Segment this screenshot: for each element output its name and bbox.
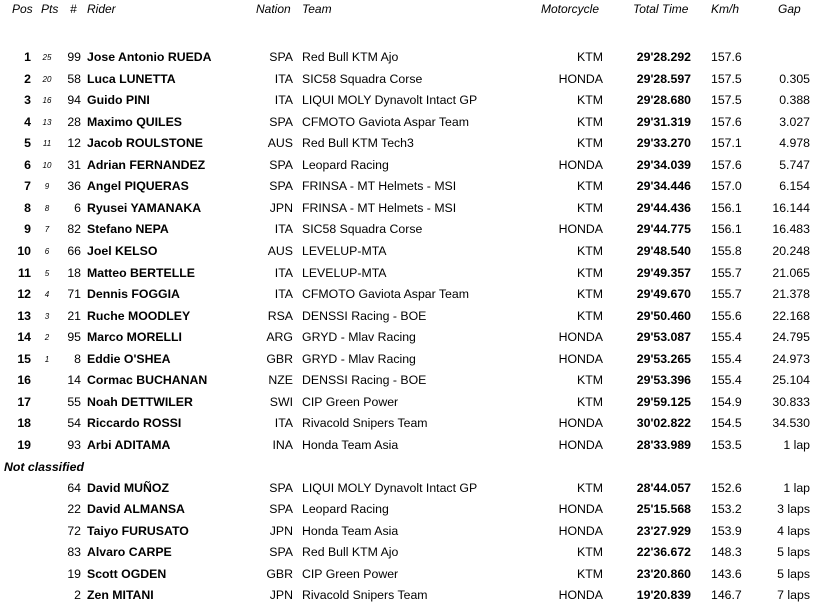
table-row xyxy=(0,564,815,585)
row-gap: 0.388 xyxy=(779,93,810,108)
row-rider-name: Noah DETTWILER xyxy=(87,394,193,409)
row-points: 3 xyxy=(44,311,50,321)
row-total-time: 29'28.680 xyxy=(636,93,691,108)
row-team: DENSSI Racing - BOE xyxy=(302,308,427,323)
table-row xyxy=(0,435,815,456)
row-total-time: 25'15.568 xyxy=(636,502,691,517)
row-speed: 156.1 xyxy=(711,200,742,215)
row-speed: 157.5 xyxy=(711,93,742,108)
row-motorcycle: KTM xyxy=(577,243,603,258)
row-gap: 25.104 xyxy=(772,373,810,388)
row-motorcycle: KTM xyxy=(577,50,603,64)
row-motorcycle: KTM xyxy=(577,287,603,302)
row-gap: 34.530 xyxy=(772,416,810,431)
row-gap: 4.978 xyxy=(779,136,810,151)
table-row xyxy=(0,90,815,111)
row-total-time: 29'53.396 xyxy=(636,373,691,388)
row-team: FRINSA - MT Helmets - MSI xyxy=(302,200,457,215)
row-motorcycle: KTM xyxy=(577,114,603,129)
row-points: 9 xyxy=(44,182,50,192)
row-gap: 30.833 xyxy=(772,394,810,409)
row-total-time: 28'33.989 xyxy=(636,437,691,452)
row-points: 11 xyxy=(42,139,52,149)
row-total-time: 29'44.436 xyxy=(636,200,691,215)
row-total-time: 29'53.265 xyxy=(636,351,691,366)
row-rider-name: David ALMANSA xyxy=(87,502,185,517)
row-rider-number: 18 xyxy=(67,265,81,280)
row-gap: 3 laps xyxy=(777,502,810,517)
row-team: SIC58 Squadra Corse xyxy=(302,222,423,237)
row-total-time: 29'49.357 xyxy=(636,265,691,280)
row-position: 8 xyxy=(24,200,31,215)
header-nation: Nation xyxy=(256,2,291,16)
row-motorcycle: HONDA xyxy=(558,502,603,517)
row-team: Red Bull KTM Ajo xyxy=(302,50,399,64)
row-rider-name: Dennis FOGGIA xyxy=(87,287,180,302)
row-motorcycle: HONDA xyxy=(558,71,603,86)
row-speed: 155.7 xyxy=(711,287,742,302)
row-rider-name: Adrian FERNANDEZ xyxy=(87,157,206,172)
row-gap: 5.747 xyxy=(779,157,810,172)
row-nation: ARG xyxy=(266,330,293,345)
row-rider-number: 21 xyxy=(67,308,81,323)
row-position: 7 xyxy=(24,179,31,194)
row-total-time: 28'44.057 xyxy=(636,481,691,495)
row-team: DENSSI Racing - BOE xyxy=(302,373,427,388)
row-rider-name: Jose Antonio RUEDA xyxy=(87,50,212,64)
header-pos: Pos xyxy=(12,2,33,16)
table-row xyxy=(0,478,815,499)
row-rider-number: 72 xyxy=(67,523,81,538)
row-team: FRINSA - MT Helmets - MSI xyxy=(302,179,457,194)
row-gap: 4 laps xyxy=(777,523,810,538)
row-position: 9 xyxy=(24,222,31,237)
row-rider-name: Angel PIQUERAS xyxy=(87,179,189,194)
table-row xyxy=(0,69,815,90)
row-rider-name: Marco MORELLI xyxy=(87,330,182,345)
row-motorcycle: KTM xyxy=(577,481,603,495)
row-rider-name: Arbi ADITAMA xyxy=(87,437,171,452)
row-speed: 157.0 xyxy=(711,179,742,194)
row-position: 3 xyxy=(24,93,31,108)
header-total-time: Total Time xyxy=(633,2,689,16)
row-team: CIP Green Power xyxy=(302,394,399,409)
row-speed: 148.3 xyxy=(711,545,742,560)
row-gap: 21.065 xyxy=(772,265,810,280)
row-rider-number: 6 xyxy=(74,200,81,215)
row-rider-name: Jacob ROULSTONE xyxy=(87,136,203,151)
row-rider-number: 12 xyxy=(67,136,81,151)
row-gap: 6.154 xyxy=(779,179,810,194)
row-gap: 1 lap xyxy=(783,437,810,452)
row-points: 10 xyxy=(42,160,52,170)
row-gap: 24.973 xyxy=(772,351,810,366)
row-nation: SPA xyxy=(269,502,293,517)
row-speed: 155.4 xyxy=(711,351,742,366)
row-motorcycle: KTM xyxy=(577,200,603,215)
row-total-time: 29'49.670 xyxy=(636,287,691,302)
row-position: 6 xyxy=(24,157,31,172)
row-rider-number: 28 xyxy=(67,114,81,129)
table-row xyxy=(0,349,815,370)
row-nation: JPN xyxy=(269,200,293,215)
row-rider-number: 58 xyxy=(67,71,81,86)
row-rider-number: 64 xyxy=(67,481,81,495)
row-nation: SPA xyxy=(269,114,293,129)
row-position: 18 xyxy=(17,416,31,431)
row-team: CFMOTO Gaviota Aspar Team xyxy=(302,114,469,129)
row-motorcycle: KTM xyxy=(577,373,603,388)
row-motorcycle: KTM xyxy=(577,179,603,194)
row-points: 13 xyxy=(42,117,52,127)
row-nation: ITA xyxy=(274,222,293,237)
row-speed: 153.5 xyxy=(711,437,742,452)
row-nation: ITA xyxy=(274,287,293,302)
row-motorcycle: KTM xyxy=(577,394,603,409)
results-header-row xyxy=(0,2,815,18)
row-motorcycle: HONDA xyxy=(558,416,603,431)
row-team: Rivacold Snipers Team xyxy=(302,416,428,431)
row-speed: 153.9 xyxy=(711,523,742,538)
row-team: Red Bull KTM Tech3 xyxy=(302,136,414,151)
row-team: SIC58 Squadra Corse xyxy=(302,71,423,86)
row-points: 5 xyxy=(44,268,50,278)
row-team: Honda Team Asia xyxy=(302,437,399,452)
header-pts: Pts xyxy=(41,2,59,16)
table-row xyxy=(0,198,815,219)
table-row xyxy=(0,241,815,262)
row-nation: SWI xyxy=(269,394,293,409)
row-speed: 157.5 xyxy=(711,71,742,86)
table-row xyxy=(0,370,815,391)
row-motorcycle: HONDA xyxy=(558,222,603,237)
row-nation: RSA xyxy=(267,308,293,323)
row-total-time: 29'59.125 xyxy=(636,394,691,409)
row-team: CIP Green Power xyxy=(302,566,399,581)
header-team: Team xyxy=(302,2,332,16)
row-nation: INA xyxy=(272,437,293,452)
row-rider-name: Maximo QUILES xyxy=(87,114,182,129)
row-rider-number: 71 xyxy=(67,287,81,302)
row-gap: 0.305 xyxy=(779,71,810,86)
row-speed: 153.2 xyxy=(711,502,742,517)
row-speed: 155.4 xyxy=(711,373,742,388)
row-rider-number: 19 xyxy=(67,566,81,581)
row-nation: AUS xyxy=(267,243,293,258)
row-rider-name: Stefano NEPA xyxy=(87,222,169,237)
row-rider-number: 83 xyxy=(67,545,81,560)
row-rider-number: 31 xyxy=(67,157,81,172)
table-row xyxy=(0,155,815,176)
row-nation: ITA xyxy=(274,416,293,431)
row-rider-number: 36 xyxy=(67,179,81,194)
row-speed: 157.6 xyxy=(711,50,742,64)
row-position: 4 xyxy=(24,114,31,129)
row-total-time: 22'36.672 xyxy=(636,545,691,560)
row-team: Leopard Racing xyxy=(302,157,389,172)
row-team: Rivacold Snipers Team xyxy=(302,588,428,602)
row-position: 14 xyxy=(17,330,31,345)
row-rider-number: 94 xyxy=(67,93,81,108)
row-points: 6 xyxy=(44,246,50,256)
row-rider-number: 8 xyxy=(74,351,81,366)
row-motorcycle: HONDA xyxy=(558,437,603,452)
row-nation: ITA xyxy=(274,71,293,86)
row-rider-number: 2 xyxy=(74,588,81,602)
row-position: 5 xyxy=(24,136,31,151)
row-motorcycle: HONDA xyxy=(558,330,603,345)
header-number: # xyxy=(70,2,77,16)
row-position: 16 xyxy=(17,373,31,388)
row-rider-number: 54 xyxy=(67,416,81,431)
row-gap: 24.795 xyxy=(772,330,810,345)
row-speed: 157.1 xyxy=(711,136,742,151)
row-motorcycle: KTM xyxy=(577,545,603,560)
row-position: 1 xyxy=(24,50,31,64)
row-team: Leopard Racing xyxy=(302,502,389,517)
table-row xyxy=(0,585,815,606)
row-nation: SPA xyxy=(269,50,293,64)
table-row xyxy=(0,176,815,197)
row-speed: 156.1 xyxy=(711,222,742,237)
row-gap: 7 laps xyxy=(777,588,810,602)
row-points: 7 xyxy=(44,225,50,235)
row-team: LEVELUP-MTA xyxy=(302,243,387,258)
row-total-time: 29'34.039 xyxy=(636,157,691,172)
row-nation: SPA xyxy=(269,157,293,172)
row-rider-name: Luca LUNETTA xyxy=(87,71,176,86)
row-points: 25 xyxy=(42,53,52,62)
row-speed: 152.6 xyxy=(711,481,742,495)
row-nation: AUS xyxy=(267,136,293,151)
row-team: GRYD - Mlav Racing xyxy=(302,330,416,345)
row-rider-name: Guido PINI xyxy=(87,93,150,108)
row-rider-number: 22 xyxy=(67,502,81,517)
row-total-time: 30'02.822 xyxy=(636,416,691,431)
row-gap: 21.378 xyxy=(772,287,810,302)
table-row xyxy=(0,133,815,154)
row-speed: 155.7 xyxy=(711,265,742,280)
row-speed: 146.7 xyxy=(711,588,742,602)
row-total-time: 29'44.775 xyxy=(636,222,691,237)
row-nation: NZE xyxy=(268,373,293,388)
row-position: 2 xyxy=(24,71,31,86)
row-speed: 155.8 xyxy=(711,243,742,258)
row-position: 17 xyxy=(17,394,31,409)
row-motorcycle: KTM xyxy=(577,93,603,108)
row-rider-name: Cormac BUCHANAN xyxy=(87,373,208,388)
table-row xyxy=(0,112,815,133)
table-row xyxy=(0,413,815,434)
row-gap: 22.168 xyxy=(772,308,810,323)
row-motorcycle: KTM xyxy=(577,566,603,581)
row-rider-name: Riccardo ROSSI xyxy=(87,416,182,431)
row-gap: 16.144 xyxy=(772,200,810,215)
row-nation: GBR xyxy=(266,566,293,581)
row-position: 11 xyxy=(18,265,31,280)
row-rider-number: 99 xyxy=(67,50,81,64)
row-team: Honda Team Asia xyxy=(302,523,399,538)
row-team: Red Bull KTM Ajo xyxy=(302,545,399,560)
row-speed: 155.6 xyxy=(711,308,742,323)
row-total-time: 29'28.597 xyxy=(636,71,691,86)
row-motorcycle: KTM xyxy=(577,136,603,151)
row-total-time: 29'33.270 xyxy=(636,136,691,151)
row-gap: 5 laps xyxy=(777,545,810,560)
row-total-time: 29'48.540 xyxy=(636,243,691,258)
table-row xyxy=(0,47,815,68)
table-row xyxy=(0,327,815,348)
header-kmh: Km/h xyxy=(711,2,740,16)
row-gap: 16.483 xyxy=(772,222,810,237)
row-nation: SPA xyxy=(269,481,293,495)
row-motorcycle: HONDA xyxy=(558,523,603,538)
row-rider-name: Alvaro CARPE xyxy=(87,545,172,560)
row-rider-number: 66 xyxy=(67,243,81,258)
row-speed: 154.9 xyxy=(711,394,742,409)
row-rider-name: Taiyo FURUSATO xyxy=(87,523,189,538)
table-row xyxy=(0,219,815,240)
row-speed: 157.6 xyxy=(711,114,742,129)
row-points: 16 xyxy=(42,96,52,106)
row-position: 10 xyxy=(17,243,31,258)
header-motorcycle: Motorcycle xyxy=(541,2,600,16)
row-gap: 3.027 xyxy=(779,114,810,129)
row-nation: SPA xyxy=(269,545,293,560)
row-speed: 154.5 xyxy=(711,416,742,431)
table-row xyxy=(0,542,815,563)
row-position: 15 xyxy=(17,351,31,366)
header-gap: Gap xyxy=(778,2,801,16)
row-position: 19 xyxy=(17,437,31,452)
not-classified-label: Not classified xyxy=(4,460,84,474)
row-gap: 20.248 xyxy=(772,243,810,258)
row-team: LIQUI MOLY Dynavolt Intact GP xyxy=(302,93,478,108)
table-row xyxy=(0,263,815,284)
row-rider-name: Joel KELSO xyxy=(87,243,158,258)
row-total-time: 29'50.460 xyxy=(636,308,691,323)
row-rider-number: 93 xyxy=(67,437,81,452)
row-points: 1 xyxy=(44,354,50,364)
row-position: 12 xyxy=(17,287,31,302)
header-rider: Rider xyxy=(87,2,116,16)
row-speed: 143.6 xyxy=(711,566,742,581)
row-motorcycle: HONDA xyxy=(558,588,603,602)
row-total-time: 19'20.839 xyxy=(636,588,691,602)
row-total-time: 23'20.860 xyxy=(636,566,691,581)
row-nation: JPN xyxy=(269,523,293,538)
row-motorcycle: HONDA xyxy=(558,351,603,366)
row-team: CFMOTO Gaviota Aspar Team xyxy=(302,287,469,302)
row-motorcycle: KTM xyxy=(577,265,603,280)
row-points: 2 xyxy=(44,333,50,343)
row-rider-number: 95 xyxy=(67,330,81,345)
row-gap: 1 lap xyxy=(783,481,810,495)
table-row xyxy=(0,499,815,520)
row-points: 4 xyxy=(44,290,50,300)
row-rider-name: Ruche MOODLEY xyxy=(87,308,191,323)
row-rider-number: 14 xyxy=(67,373,81,388)
row-total-time: 23'27.929 xyxy=(636,523,691,538)
row-nation: SPA xyxy=(269,179,293,194)
row-nation: JPN xyxy=(269,588,293,602)
row-total-time: 29'53.087 xyxy=(636,330,691,345)
row-speed: 157.6 xyxy=(711,157,742,172)
row-motorcycle: KTM xyxy=(577,308,603,323)
row-nation: ITA xyxy=(274,93,293,108)
row-rider-number: 55 xyxy=(67,394,81,409)
row-team: LIQUI MOLY Dynavolt Intact GP xyxy=(302,481,478,495)
row-nation: GBR xyxy=(266,351,293,366)
table-row xyxy=(0,392,815,413)
row-total-time: 29'34.446 xyxy=(636,179,691,194)
row-points: 8 xyxy=(44,203,50,213)
row-rider-name: Matteo BERTELLE xyxy=(87,265,195,280)
row-position: 13 xyxy=(17,308,31,323)
row-team: LEVELUP-MTA xyxy=(302,265,387,280)
row-rider-name: Eddie O'SHEA xyxy=(87,351,171,366)
row-rider-number: 82 xyxy=(67,222,81,237)
row-nation: ITA xyxy=(274,265,293,280)
table-row xyxy=(0,284,815,305)
row-total-time: 29'31.319 xyxy=(636,114,691,129)
row-speed: 155.4 xyxy=(711,330,742,345)
row-rider-name: David MUÑOZ xyxy=(87,481,169,495)
row-motorcycle: HONDA xyxy=(558,157,603,172)
row-total-time: 29'28.292 xyxy=(636,50,691,64)
row-gap: 5 laps xyxy=(777,566,810,581)
table-row xyxy=(0,306,815,327)
row-rider-name: Zen MITANI xyxy=(87,588,154,602)
row-points: 20 xyxy=(42,74,52,84)
table-row xyxy=(0,521,815,542)
row-rider-name: Ryusei YAMANAKA xyxy=(87,200,202,215)
row-rider-name: Scott OGDEN xyxy=(87,566,167,581)
row-team: GRYD - Mlav Racing xyxy=(302,351,416,366)
